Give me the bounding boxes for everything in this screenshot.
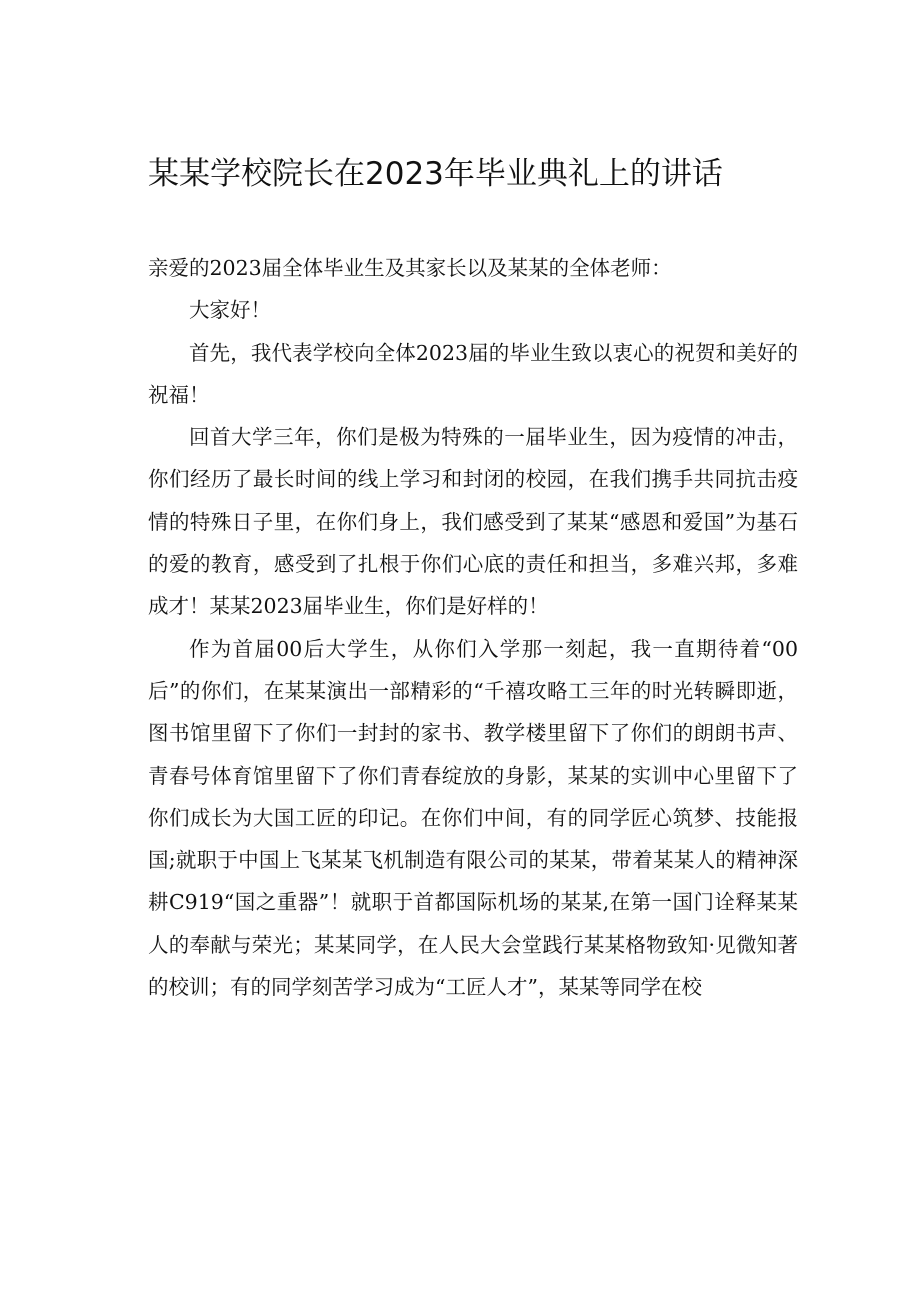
paragraph-greeting: 大家好！: [189, 298, 271, 323]
paragraph-first-00s-class: 作为首届00后大学生，从你们入学那一刻起，我一直期待着“00后”的你们，在某某演出一部精彩的“千禧攻略工三年的时光转瞬即逝，图书馆里留下了你们一封封的家书、教学楼里留下了你们的朗朗书声、青春号体育馆里留下了你们青春绽放的身影，某某的实训中心里留下了你们成长为大国工匠的印记。在你们中间，有的同学匠心筑梦、技能报国;就职于中国上飞某某飞机制造有限公司的某某，带着某某人的精神深耕C919“国之重器”！就职于首都国际机场的某某,在第一国门诠释某某人的奉献与荣光；某某同学，在人民大会堂践行某某格物致知·见微知著的校训；有的同学刻苦学习成为“工匠人才”，某某等同学在校: [148, 636, 798, 1000]
salutation: 亲爱的2023届全体毕业生及其家长以及某某的全体老师：: [148, 256, 672, 280]
paragraph-retrospect: 回首大学三年，你们是极为特殊的一届毕业生，因为疫情的冲击，你们经历了最长时间的线上学习和封闭的校园，在我们携手共同抗击疫情的特殊日子里，在你们身上，我们感受到了某某“感恩和爱国”为基石的爱的教育，感受到了扎根于你们心底的责任和担当，多难兴邦，多难成才！某某2023届毕业生，你们是好样的！: [148, 425, 798, 619]
paragraph-congratulations: 首先，我代表学校向全体2023届的毕业生致以衷心的祝贺和美好的祝福！: [148, 340, 798, 407]
document-title: 某某学校院长在2023年毕业典礼上的讲话: [148, 156, 723, 192]
document-body: [148, 247, 798, 1008]
